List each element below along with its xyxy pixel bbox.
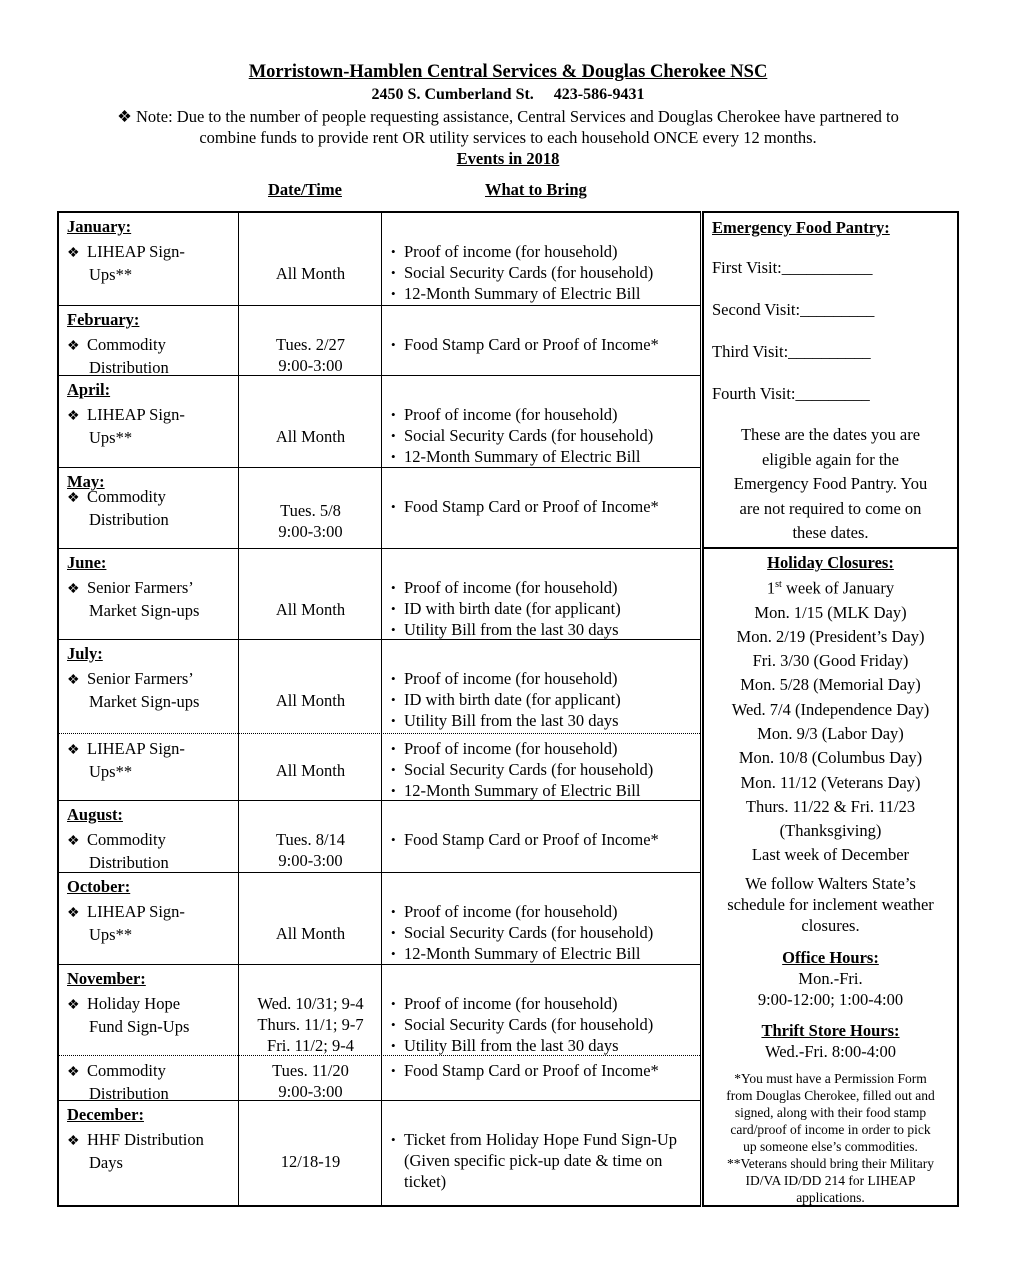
pantry-title: Emergency Food Pantry: [712,218,890,237]
event-name [67,241,237,285]
footnote-line: *You must have a Permission Form [734,1071,927,1086]
closure-item: Mon. 11/12 (Veterans Day) [740,772,921,792]
events-table [57,211,701,1207]
office-hours-line: 9:00-12:00; 1:00-4:00 [757,990,904,1009]
table-row [59,305,700,375]
bring-item: • 12-Month Summary of Electric Bill [389,446,699,467]
pantry-note [704,423,957,546]
event-name-line: Senior Farmers’ [87,669,194,688]
datetime-line: All Month [275,600,346,619]
bring-item: • Utility Bill from the last 30 days [389,1035,699,1056]
event-name-line: LIHEAP Sign- [87,739,185,758]
event-name-line: Commodity [87,335,166,354]
footnote-line: applications. [796,1190,865,1205]
closure-list [704,601,957,868]
month-label: February: [67,310,140,329]
footnote-line: **Veterans should bring their Military [727,1156,934,1171]
pantry-section [704,217,957,546]
month-label: November: [67,969,146,988]
bring-item: • Social Security Cards (for household) [389,262,699,283]
datetime-line: All Month [275,264,346,283]
event-name-line: Fund Sign-Ups [89,1017,190,1036]
event-name-line: LIHEAP Sign- [87,405,185,424]
event-name [67,1060,237,1104]
datetime-line: Thurs. 11/1; 9-7 [257,1015,364,1034]
weather-line: schedule for inclement weather [727,895,934,914]
event-name-line: Ups** [89,265,133,284]
datetime-line: 9:00-3:00 [278,851,343,870]
event-name-line: Distribution [89,1084,169,1103]
event-name-line: Ups** [89,762,133,781]
weather-line: We follow Walters State’s [745,874,916,893]
datetime-line: All Month [275,761,346,780]
footnote-line: signed, along with their food stamp [734,1105,927,1120]
bring-item: • 12-Month Summary of Electric Bill [389,943,699,964]
pantry-note-line: eligible again for the [762,449,899,469]
event-datetime [239,1060,382,1102]
what-to-bring-list [389,241,699,304]
event-name-line: Senior Farmers’ [87,578,194,597]
event-datetime [239,829,382,871]
datetime-line: Tues. 5/8 [280,501,341,520]
pantry-note-line: These are the dates you are [740,425,921,444]
note-line-1: ❖ Note: Due to the number of people requesting assistance, Central Services and Douglas Cherokee have partnered to [117,107,899,126]
event-name [67,738,237,782]
datetime-line: All Month [275,924,346,943]
bring-item: • Proof of income (for household) [389,668,699,689]
table-row [59,467,700,548]
event-datetime [239,500,382,542]
bring-item: • Social Security Cards (for household) [389,1014,699,1035]
bring-item: • Proof of income (for household) [389,404,699,425]
sidebar [702,211,959,1207]
bring-item: • Food Stamp Card or Proof of Income* [389,829,699,850]
table-row [59,213,700,305]
thrift-hours-line: Wed.-Fri. 8:00-4:00 [764,1042,897,1061]
datetime-line: Fri. 11/2; 9-4 [267,1036,354,1055]
office-hours-section [704,947,957,1010]
pantry-note-line: these dates. [792,523,869,542]
events-title: Events in 2018 [456,149,560,168]
datetime-line: Tues. 2/27 [275,335,346,354]
event-name-line: Ups** [89,925,133,944]
event-datetime [239,263,382,284]
note [0,106,1016,148]
event-name [67,668,237,712]
what-to-bring-list [389,901,699,964]
event-name-line: Commodity [87,830,166,849]
visit-line: Third Visit:__________ [712,342,871,361]
table-row [59,800,700,872]
bring-item: • 12-Month Summary of Electric Bill [389,283,699,304]
office-hours-title: Office Hours: [782,948,879,967]
closure-item: Mon. 1/15 (MLK Day) [754,602,907,622]
column-header-what-to-bring: What to Bring [485,180,587,199]
event-name-line: Market Sign-ups [89,692,200,711]
datetime-line: Tues. 11/20 [272,1061,349,1080]
what-to-bring-list [389,496,699,517]
month-label: January: [67,217,132,236]
closure-item: Last week of December [751,845,910,865]
bring-item: • Social Security Cards (for household) [389,922,699,943]
closure-item: Mon. 2/19 (President’s Day) [736,626,925,646]
event-datetime [239,334,382,376]
closure-item: Mon. 9/3 (Labor Day) [757,723,904,743]
datetime-line: All Month [275,691,346,710]
event-name [67,1129,237,1173]
diamond-bullet-icon: ❖ [67,673,80,688]
diamond-bullet-icon: ❖ [67,1134,80,1149]
bring-item: • Proof of income (for household) [389,738,699,759]
event-name-line: LIHEAP Sign- [87,902,185,921]
event-name-line: Commodity [87,487,166,506]
bring-item: • Social Security Cards (for household) [389,425,699,446]
datetime-line: 9:00-3:00 [278,522,343,541]
bring-item: • Utility Bill from the last 30 days [389,619,699,640]
datetime-line: 12/18-19 [280,1152,341,1171]
visit-line: Second Visit:_________ [712,300,875,319]
bring-item: • ID with birth date (for applicant) [389,689,699,710]
closures-title: Holiday Closures: [767,553,894,572]
datetime-line: Tues. 8/14 [275,830,346,849]
what-to-bring-list [389,404,699,467]
month-label: May: [67,472,105,491]
event-datetime [239,690,382,711]
event-name [67,577,237,621]
bring-item: • Food Stamp Card or Proof of Income* [389,334,699,355]
closure-first-number: 1 [766,578,776,598]
bring-item: • Food Stamp Card or Proof of Income* [389,1060,699,1081]
note-line-2: combine funds to provide rent OR utility services to each household ONCE every 12 months. [199,128,817,147]
bring-item: • Food Stamp Card or Proof of Income* [389,496,699,517]
datetime-line: Wed. 10/31; 9-4 [257,994,364,1013]
closure-first-text: week of January [781,578,895,598]
bring-item: • Proof of income (for household) [389,577,699,598]
bring-item: • Utility Bill from the last 30 days [389,710,699,731]
table-row [59,1100,700,1207]
diamond-bullet-icon: ❖ [67,582,80,597]
event-name-line: Market Sign-ups [89,601,200,620]
what-to-bring-list [389,829,699,850]
weather-section [704,873,957,936]
month-label: July: [67,644,103,663]
what-to-bring-list [389,993,699,1056]
event-name [67,829,237,873]
event-name [67,901,237,945]
event-datetime [239,760,382,781]
footnote-line: ID/VA ID/DD 214 for LIHEAP [745,1173,916,1188]
event-name-line: Distribution [89,358,169,377]
event-name-line: Commodity [87,1061,166,1080]
table-row [59,872,700,964]
month-label: June: [67,553,107,572]
event-name-line: Days [89,1153,123,1172]
table-row [59,639,700,733]
diamond-bullet-icon: ❖ [67,1065,80,1080]
bring-item: • Ticket from Holiday Hope Fund Sign-Up (Given specific pick-up date & time on ticket) [389,1129,679,1192]
datetime-line: All Month [275,427,346,446]
month-label: April: [67,380,111,399]
contact-line [0,86,1016,104]
sidebar-divider [704,547,957,549]
event-name [67,486,237,530]
closure-item: Wed. 7/4 (Independence Day) [731,699,930,719]
diamond-bullet-icon: ❖ [67,409,80,424]
datetime-line: 9:00-3:00 [278,356,343,375]
bring-item: • Social Security Cards (for household) [389,759,699,780]
event-name [67,993,237,1037]
diamond-bullet-icon: ❖ [67,998,80,1013]
event-name-line: Ups** [89,428,133,447]
phone-number: 423-586-9431 [553,86,645,103]
month-label: October: [67,877,131,896]
event-name [67,404,237,448]
closure-item: Fri. 3/30 (Good Friday) [752,651,909,671]
diamond-bullet-icon: ❖ [67,834,80,849]
what-to-bring-list [389,334,699,355]
what-to-bring-list [389,1129,679,1192]
bring-item: • Proof of income (for household) [389,993,699,1014]
closure-item [704,573,957,601]
month-label: August: [67,805,123,824]
visit-list [704,257,957,404]
datetime-line: 9:00-3:00 [278,1082,343,1101]
footnote-line: up someone else’s commodities. [743,1139,918,1154]
bring-item: • Proof of income (for household) [389,241,699,262]
closure-item: (Thanksgiving) [779,821,882,841]
thrift-hours-title: Thrift Store Hours: [761,1021,900,1040]
table-row [59,964,700,1055]
office-hours-line: Mon.-Fri. [798,969,863,988]
event-datetime [239,993,382,1056]
document-title: Morristown-Hamblen Central Services & Douglas Cherokee NSC [248,62,768,82]
table-row [59,1055,700,1103]
what-to-bring-list [389,577,699,640]
closure-item: Thurs. 11/22 & Fri. 11/23 [745,796,916,816]
address: 2450 S. Cumberland St. [371,86,534,103]
bring-item: • ID with birth date (for applicant) [389,598,699,619]
pantry-note-line: Emergency Food Pantry. You [733,474,928,493]
weather-line: closures. [801,916,860,935]
visit-line: Fourth Visit:_________ [712,384,870,403]
month-label: December: [67,1105,144,1124]
event-name-line: Distribution [89,853,169,872]
event-datetime [239,1151,382,1172]
footnote-line: card/proof of income in order to pick [730,1122,931,1137]
table-row [59,548,700,639]
visit-line: First Visit:___________ [712,258,873,277]
diamond-bullet-icon: ❖ [67,491,80,506]
closures-section [704,552,957,868]
pantry-note-line: are not required to come on [739,498,922,518]
diamond-bullet-icon: ❖ [67,906,80,921]
what-to-bring-list [389,668,699,731]
column-header-datetime: Date/Time [268,180,342,199]
event-name [67,334,237,378]
event-datetime [239,923,382,944]
event-datetime [239,426,382,447]
closure-first-superscript: st [775,579,782,590]
bring-item: • Proof of income (for household) [389,901,699,922]
event-name-line: Distribution [89,510,169,529]
closure-item: Mon. 5/28 (Memorial Day) [740,675,921,695]
diamond-bullet-icon: ❖ [67,246,80,261]
event-name-line: Holiday Hope [87,994,181,1013]
what-to-bring-list [389,738,699,801]
diamond-bullet-icon: ❖ [67,743,80,758]
diamond-bullet-icon: ❖ [67,339,80,354]
footnote-line: from Douglas Cherokee, filled out and [726,1088,935,1103]
table-row [59,733,700,800]
footnotes [704,1070,957,1206]
event-datetime [239,599,382,620]
bring-item: • 12-Month Summary of Electric Bill [389,780,699,801]
table-row [59,375,700,467]
what-to-bring-list [389,1060,699,1081]
event-name-line: LIHEAP Sign- [87,242,185,261]
event-name-line: HHF Distribution [87,1130,204,1149]
thrift-hours-section [704,1020,957,1062]
closure-item: Mon. 10/8 (Columbus Day) [738,748,923,768]
